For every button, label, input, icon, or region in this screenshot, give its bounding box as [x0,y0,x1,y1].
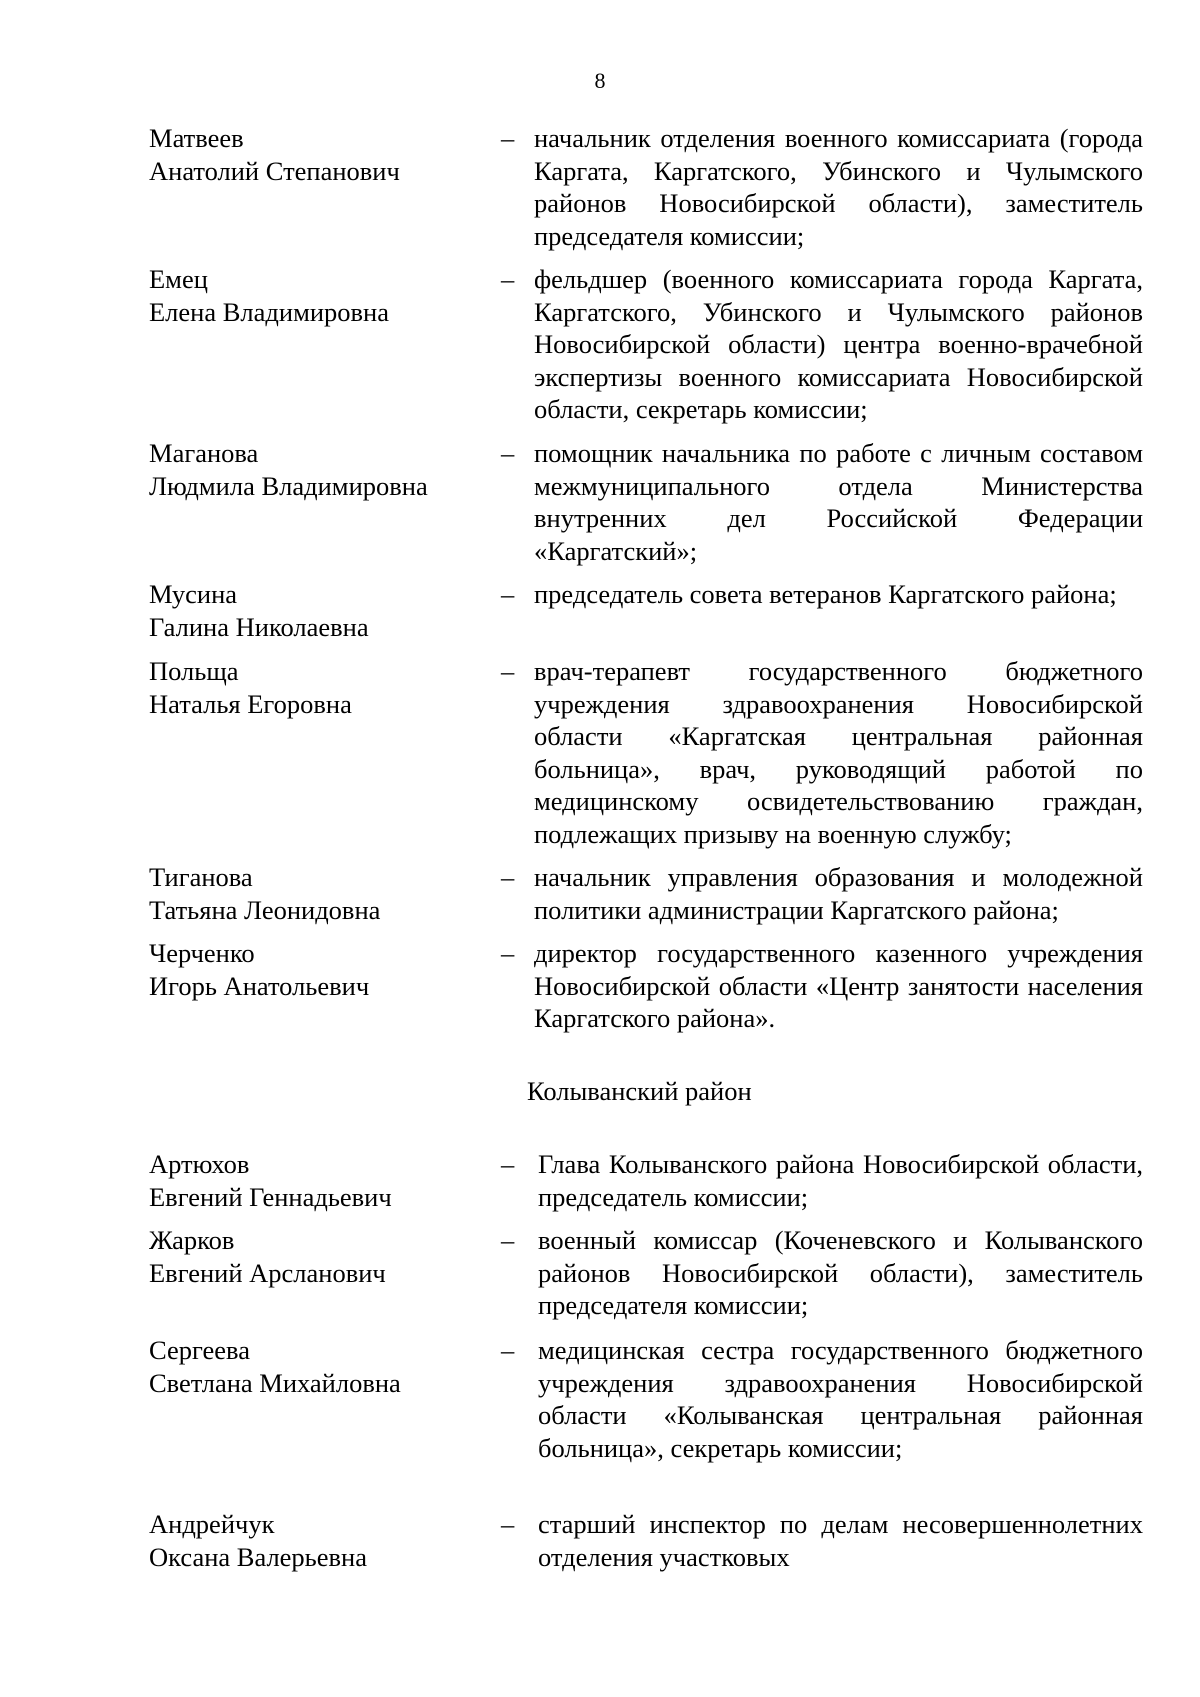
dash-separator: – [501,1335,515,1365]
section-heading: Колыванский район [527,1076,752,1106]
page-number: 8 [594,68,606,93]
member-surname: Андрейчук [149,1509,275,1539]
member-name [149,861,479,926]
member-surname: Артюхов [149,1149,250,1179]
dash-separator: – [501,438,515,468]
member-role: помощник начальника по работе с личным составом межмуниципального отдела Министерства внутренних дел Российской Федерации «Каргатский»; [534,438,1143,566]
member-given-name: Оксана Валерьевна [149,1541,367,1572]
member-name [149,578,479,643]
member-role: военный комиссар (Коченевского и Колыванского районов Новосибирской области), заместитель председателя комиссии; [538,1225,1143,1321]
member-name [149,263,479,328]
member-given-name: Наталья Егоровна [149,688,352,719]
member-name [149,437,479,502]
member-role: медицинская сестра государственного бюджетного учреждения здравоохранения Новосибирской области «Колыванская центральная районная больница», секретарь комиссии; [538,1335,1143,1463]
member-name [149,655,479,720]
dash-separator: – [501,264,515,294]
member-surname: Мусина [149,579,238,609]
member-surname: Сергеева [149,1335,250,1365]
member-surname: Емец [149,264,208,294]
dash-separator: – [501,579,515,609]
dash-separator: – [501,1225,515,1255]
dash-separator: – [501,862,515,892]
member-role: начальник управления образования и молодежной политики администрации Каргатского района; [534,862,1143,925]
dash-separator: – [501,656,515,686]
member-given-name: Елена Владимировна [149,296,389,327]
member-given-name: Анатолий Степанович [149,155,400,186]
member-name [149,1334,479,1399]
member-surname: Польща [149,656,239,686]
member-given-name: Игорь Анатольевич [149,970,370,1001]
member-surname: Жарков [149,1225,235,1255]
dash-separator: – [501,1149,515,1179]
member-given-name: Евгений Арсланович [149,1257,386,1288]
member-surname: Маганова [149,438,259,468]
member-role: старший инспектор по делам несовершеннолетних отделения участковых [538,1509,1143,1572]
member-given-name: Евгений Геннадьевич [149,1181,392,1212]
member-role: врач-терапевт государственного бюджетного учреждения здравоохранения Новосибирской области «Каргатская центральная районная больница», врач, руководящий работой по медицинскому освидетельствованию граждан, подлежащих призыву на военную службу; [534,656,1143,849]
member-given-name: Татьяна Леонидовна [149,894,381,925]
member-role: председатель совета ветеранов Каргатского района; [534,579,1117,609]
member-surname: Черченко [149,938,255,968]
member-role: директор государственного казенного учреждения Новосибирской области «Центр занятости населения Каргатского района». [534,938,1143,1034]
member-given-name: Людмила Владимировна [149,470,428,501]
member-name [149,1508,479,1573]
member-name [149,1224,479,1289]
member-given-name: Галина Николаевна [149,611,369,642]
member-name [149,937,479,1002]
dash-separator: – [501,938,515,968]
dash-separator: – [501,123,515,153]
member-role: фельдшер (военного комиссариата города Каргата, Каргатского, Убинского и Чулымского районов Новосибирской области) центра военно-врачебной экспертизы военного комиссариата Новосибирской области, секретарь комиссии; [534,264,1143,425]
member-role: начальник отделения военного комиссариата (города Каргата, Каргатского, Убинского и Чулымского районов Новосибирской области), заместитель председателя комиссии; [534,123,1143,251]
member-surname: Матвеев [149,123,244,153]
member-role: Глава Колыванского района Новосибирской области, председатель комиссии; [538,1149,1143,1212]
member-given-name: Светлана Михайловна [149,1367,401,1398]
dash-separator: – [501,1509,515,1539]
member-surname: Тиганова [149,862,253,892]
member-name [149,122,479,187]
member-name [149,1148,479,1213]
